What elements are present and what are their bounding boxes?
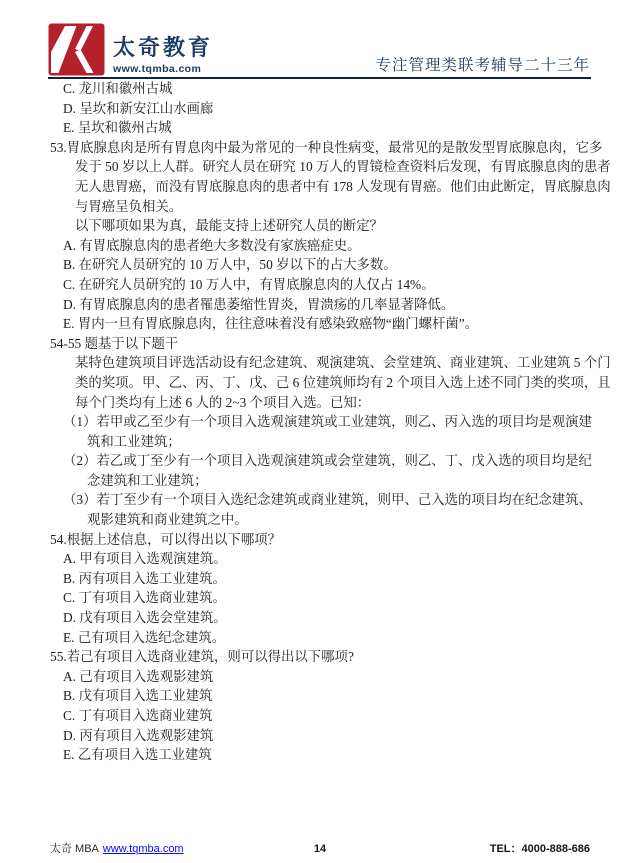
text-line: （2）若乙或丁至少有一个项目入选观演建筑或会堂建筑，则乙、丁、戊入选的项目均是纪 [63, 453, 592, 469]
text-line: 54.根据上述信息，可以得出以下哪项？ [50, 531, 281, 547]
text-line: 54-55 题基于以下题干 [50, 335, 179, 351]
text-line: B. 戊有项目入选工业建筑 [63, 688, 213, 704]
text-line: D. 丙有项目入选观影建筑 [63, 727, 214, 743]
text-line: E. 胃内一旦有胃底腺息肉，往往意味着没有感染致癌物“幽门螺杆菌”。 [63, 316, 479, 332]
text-line: B. 丙有项目入选工业建筑。 [63, 570, 226, 586]
text-line: 与胃癌呈负相关。 [75, 198, 183, 214]
header-tagline: 专注管理类联考辅导二十三年 [375, 57, 590, 74]
text-line: 无人患胃癌，而没有胃底腺息肉的患者中有 178 人发现有胃癌。他们由此断定，胃底腺息肉 [75, 178, 611, 194]
text-line: （1）若甲或乙至少有一个项目入选观演建筑或工业建筑，则乙、丙入选的项目均是观演建 [63, 414, 592, 430]
text-line: 55.若己有项目入选商业建筑，则可以得出以下哪项? [50, 649, 354, 665]
text-line: C. 丁有项目入选商业建筑 [63, 708, 213, 723]
brand-name: 太奇教育 [113, 34, 214, 60]
footer-tel: TEL：4000-888-686 [489, 843, 590, 855]
taiqi-logo-icon [48, 23, 105, 76]
text-line: 以下哪项如果为真，最能支持上述研究人员的断定？ [75, 218, 383, 234]
text-line: A. 甲有项目入选观演建筑。 [63, 551, 227, 567]
text-line: D. 有胃底腺息肉的患者罹患萎缩性胃炎，胃溃疡的几率显著降低。 [63, 296, 455, 312]
text-line: E. 乙有项目入选工业建筑 [63, 747, 212, 763]
text-line: C. 在研究人员研究的 10 万人中，有胃底腺息肉的人仅占 14%。 [63, 276, 435, 292]
text-line: A. 己有项目入选观影建筑 [63, 668, 214, 684]
footer-link[interactable]: www.tqmba.com [102, 843, 184, 855]
logo [48, 23, 213, 76]
page-number: 14 [313, 843, 327, 855]
text-line: 念建筑和工业建筑； [87, 472, 208, 488]
footer-left [50, 840, 314, 856]
text-line: C. 丁有项目入选商业建筑。 [63, 590, 226, 606]
text-line: 类的奖项。甲、乙、丙、丁、戊、己 6 位建筑师均有 2 个项目入选上述不同门类的奖项，且 [75, 374, 611, 390]
brand-url: www.tqmba.com [113, 63, 202, 75]
logo-text [113, 36, 213, 76]
text-line: E. 呈坎和徽州古城 [63, 120, 172, 136]
text-line: D. 呈坎和新安江山水画廊 [63, 100, 214, 116]
exam-content [50, 79, 611, 765]
text-line: 每个门类均有上述 6 人的 2~3 个项目入选。已知： [75, 394, 371, 410]
text-line: 某特色建筑项目评选活动设有纪念建筑、观演建筑、会堂建筑、商业建筑、工业建筑 5 个门 [75, 355, 611, 371]
page-header [48, 18, 590, 76]
text-line: D. 戊有项目入选会堂建筑。 [63, 610, 227, 626]
text-line: B. 在研究人员研究的 10 万人中，50 岁以下的占大多数。 [63, 257, 397, 273]
footer-brand: 太奇 MBA [50, 843, 99, 855]
text-line: C. 龙川和徽州古城 [63, 81, 173, 96]
text-line: 53.胃底腺息肉是所有胃息肉中最为常见的一种良性病变，最常见的是散发型胃底腺息肉，它多 [50, 139, 603, 155]
text-line: 发于 50 岁以上人群。研究人员在研究 10 万人的胃镜检查资料后发现，有胃底腺息肉的患者 [75, 159, 611, 175]
text-line: 筑和工业建筑； [87, 433, 181, 449]
page-footer [50, 840, 590, 856]
text-line: A. 有胃底腺息肉的患者绝大多数没有家族癌症史。 [63, 237, 361, 253]
text-line: （3）若丁至少有一个项目入选纪念建筑或商业建筑，则甲、己入选的项目均在纪念建筑、 [63, 492, 592, 508]
text-line: 观影建筑和商业建筑之中。 [87, 512, 248, 528]
text-line: E. 己有项目入选纪念建筑。 [63, 629, 226, 645]
